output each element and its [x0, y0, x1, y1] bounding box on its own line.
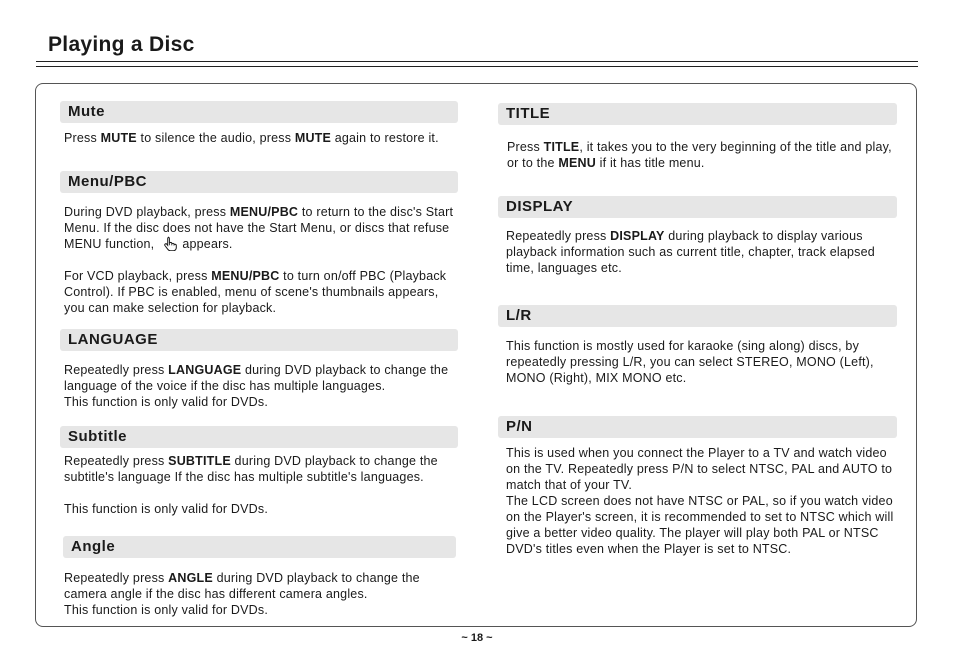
angle-text-2: This function is only valid for DVDs. — [64, 603, 269, 617]
angle-heading: Angle — [63, 536, 456, 558]
language-text-1: Repeatedly press LANGUAGE during DVD playback to change the language of the voice if the disc has multiple languages. — [64, 363, 449, 393]
title-heading: TITLE — [498, 103, 897, 125]
pn-heading: P/N — [498, 416, 897, 438]
pn-text-1: This is used when you connect the Player to a TV and watch video on the TV. Repeatedly press P/N to select NTSC, PAL and AUTO to match that of your TV. — [506, 446, 893, 492]
display-heading: DISPLAY — [498, 196, 897, 218]
subtitle-text-1: Repeatedly press SUBTITLE during DVD playback to change the subtitle's language If the disc has multiple subtitle's languages. — [64, 454, 438, 484]
title-text: Press TITLE, it takes you to the very beginning of the title and play, or to the MENU if it has title menu. — [507, 140, 892, 170]
page-number: ~ 18 ~ — [461, 632, 493, 644]
menu-pbc-text-1: During DVD playback, press MENU/PBC to return to the disc's Start Menu. If the disc does not have the Start Menu, or discs that refuse MENU function, appears. — [64, 205, 454, 251]
menu-pbc-text-2: For VCD playback, press MENU/PBC to turn on/off PBC (Playback Control). If PBC is enabled, menu of scene's thumbnails appears, you can make selection for playback. — [64, 269, 447, 315]
hand-pointer-icon — [162, 236, 178, 251]
language-text-2: This function is only valid for DVDs. — [64, 395, 269, 409]
display-text: Repeatedly press DISPLAY during playback to display various playback information such as current title, chapter, track elapsed time, languages etc. — [506, 229, 875, 275]
lr-heading: L/R — [498, 305, 897, 327]
language-heading: LANGUAGE — [60, 329, 458, 351]
lr-text: This function is mostly used for karaoke (sing along) discs, by repeatedly pressing L/R, you can select STEREO, MONO (Left), MONO (Right), MIX MONO etc. — [506, 339, 874, 385]
mute-heading: Mute — [60, 101, 458, 123]
subtitle-text-2: This function is only valid for DVDs. — [64, 502, 269, 516]
header-rule-top — [36, 61, 918, 62]
angle-text-1: Repeatedly press ANGLE during DVD playback to change the camera angle if the disc has different camera angles. — [64, 571, 420, 601]
pn-text-2: The LCD screen does not have NTSC or PAL, so if you watch video on the Player's screen, it is recommended to set to NTSC which will give a better video quality. The player will play both PAL or NTSC DVD's titles even when the Player is set to NTSC. — [506, 494, 894, 556]
menu-pbc-heading: Menu/PBC — [60, 171, 458, 193]
header-rule-bottom — [36, 66, 918, 67]
mute-text: Press MUTE to silence the audio, press MUTE again to restore it. — [64, 131, 439, 145]
page-title: Playing a Disc — [48, 33, 195, 56]
subtitle-heading: Subtitle — [60, 426, 458, 448]
